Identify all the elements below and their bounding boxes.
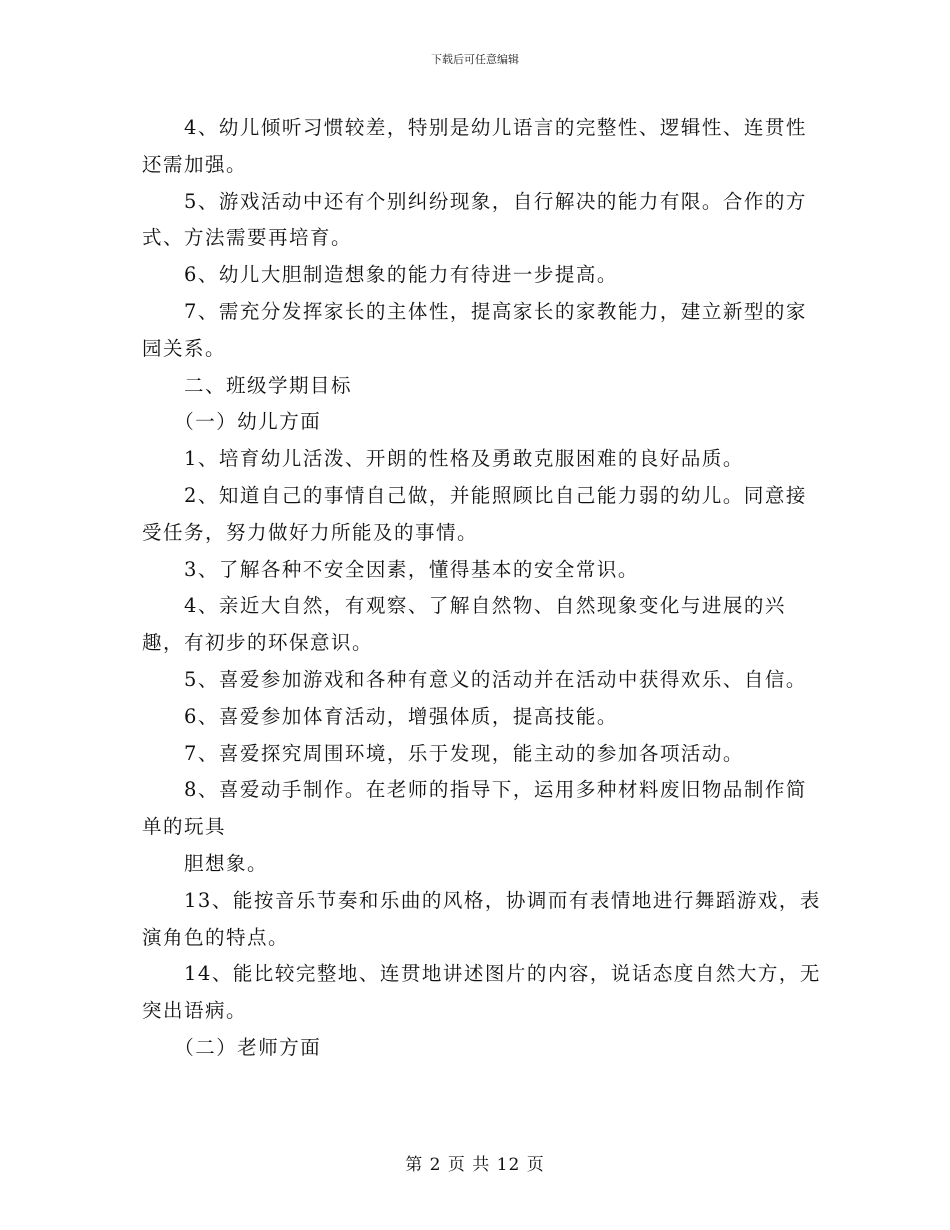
- paragraph: 7、喜爱探究周围环境，乐于发现，能主动的参加各项活动。: [142, 741, 744, 765]
- page-header-note: 下载后可任意编辑: [431, 53, 519, 66]
- page-number: 第 2 页 共 12 页: [405, 1155, 545, 1175]
- subsection-heading: （二）老师方面: [142, 1035, 322, 1059]
- paragraph: 2、知道自己的事情自己做，并能照顾比自己能力弱的幼儿。同意接受任务，努力做好力所能及的事情。: [142, 483, 807, 544]
- paragraph: 4、幼儿倾听习惯较差，特别是幼儿语言的完整性、逻辑性、连贯性还需加强。: [142, 116, 807, 176]
- section-heading: 二、班级学期目标: [142, 373, 353, 397]
- document-body: [142, 110, 822, 1067]
- subsection-heading: （一）幼儿方面: [142, 410, 322, 434]
- paragraph: 胆想象。: [142, 851, 269, 875]
- paragraph: 14、能比较完整地、连贯地讲述图片的内容，说话态度自然大方，无突出语病。: [142, 962, 821, 1023]
- paragraph: 6、喜爱参加体育活动，增强体质，提高技能。: [142, 704, 618, 728]
- paragraph: 7、需充分发挥家长的主体性，提高家长的家教能力，建立新型的家园关系。: [142, 299, 807, 360]
- paragraph: 6、幼儿大胆制造想象的能力有待进一步提高。: [142, 263, 618, 287]
- paragraph: 3、了解各种不安全因素，懂得基本的安全常识。: [142, 557, 639, 581]
- paragraph: 1、培育幼儿活泼、开朗的性格及勇敢克服困难的良好品质。: [142, 447, 744, 471]
- paragraph: 5、喜爱参加游戏和各种有意义的活动并在活动中获得欢乐、自信。: [142, 667, 807, 691]
- paragraph: 8、喜爱动手制作。在老师的指导下，运用多种材料废旧物品制作简单的玩具: [142, 778, 807, 839]
- paragraph: 5、游戏活动中还有个别纠纷现象，自行解决的能力有限。合作的方式、方法需要再培育。: [142, 189, 807, 250]
- paragraph: 13、能按音乐节奏和乐曲的风格，协调而有表情地进行舞蹈游戏，表演角色的特点。: [142, 888, 821, 949]
- paragraph: 4、亲近大自然，有观察、了解自然物、自然现象变化与进展的兴趣，有初步的环保意识。: [142, 594, 786, 655]
